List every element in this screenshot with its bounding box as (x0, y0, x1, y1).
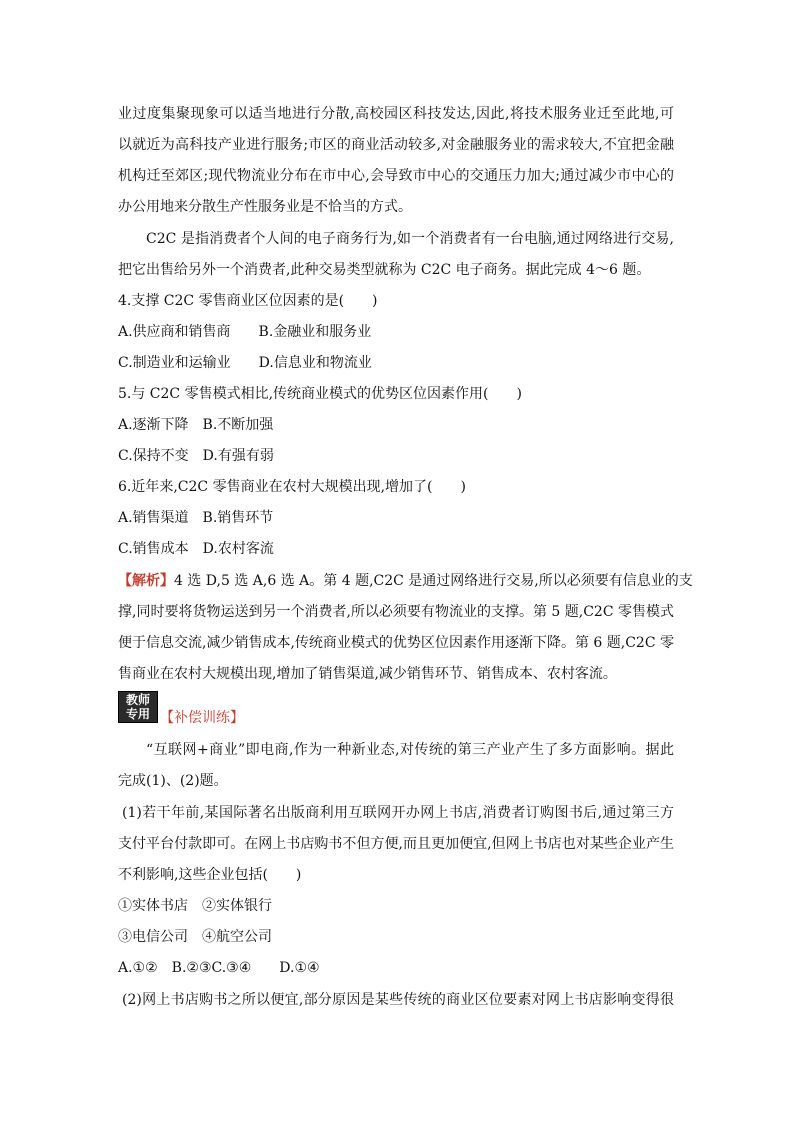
question-4-stem: 4.支撑 C2C 零售商业区位因素的是( ) (118, 293, 378, 309)
intro-line: 把它出售给另外一个消费者,此种交易类型就称为 C2C 电子商务。据此完成 4～6 题。 (118, 262, 651, 278)
question-6-options-ab: A.销售渠道 B.销售环节 (118, 510, 274, 526)
teacher-only-badge (118, 691, 158, 723)
supplement-q1-line: 不利影响,这些企业包括( ) (118, 867, 302, 883)
supplement-intro-line: “互联网+商业”即电商,作为一种新业态,对传统的第三产业产生了多方面影响。据此 (146, 742, 674, 758)
supplement-q1-line: 支付平台付款即可。在网上书店购书不但方便,而且更加便宜,但网上书店也对某些企业产生 (118, 836, 674, 852)
analysis-text: 4 选 D,5 选 A,6 选 A。第 4 题,C2C 是通过网络进行交易,所以必须要有信息业的支 (174, 573, 693, 589)
paragraph-line: 办公用地来分散生产性服务业是不恰当的方式。 (118, 199, 412, 215)
paragraph-line: 以就近为高科技产业进行服务;市区的商业活动较多,对金融服务业的需求较大,不宜把金融 (118, 137, 674, 153)
supplement-q1-option: ①实体书店 ②实体银行 (118, 898, 272, 914)
supplement-q1-option: ③电信公司 ④航空公司 (118, 929, 272, 945)
supplement-intro-line: 完成(1)、(2)题。 (118, 773, 228, 789)
badge-line-1: 教师 (125, 693, 150, 707)
question-6-options-cd: C.销售成本 D.农村客流 (118, 541, 274, 557)
question-4-options-cd: C.制造业和运输业 D.信息业和物流业 (118, 355, 372, 371)
supplement-q1-choices: A.①② B.②③C.③④ D.①④ (118, 960, 320, 976)
question-5-options-ab: A.逐渐下降 B.不断加强 (118, 417, 274, 433)
question-5-stem: 5.与 C2C 零售模式相比,传统商业模式的优势区位因素作用( ) (118, 386, 522, 402)
analysis-line: 售商业在农村大规模出现,增加了销售渠道,减少销售环节、销售成本、农村客流。 (118, 666, 617, 682)
analysis-first-line (118, 571, 693, 591)
question-5-options-cd: C.保持不变 D.有强有弱 (118, 448, 274, 464)
analysis-tag: 【解析】 (118, 573, 174, 589)
analysis-line: 撑,同时要将货物运送到另一个消费者,所以必须要有物流业的支撑。第 5 题,C2C 零售模式 (118, 604, 674, 620)
intro-line: C2C 是指消费者个人间的电子商务行为,如一个消费者有一台电脑,通过网络进行交易, (146, 231, 674, 247)
question-4-options-ab: A.供应商和销售商 B.金融业和服务业 (118, 324, 372, 340)
supplement-q1-line: (1)若干年前,某国际著名出版商利用互联网开办网上书店,消费者订购图书后,通过第三方 (122, 805, 674, 821)
supplement-q2-line: (2)网上书店购书之所以便宜,部分原因是某些传统的商业区位要素对网上书店影响变得很 (122, 992, 674, 1008)
paragraph-line: 机构迁至郊区;现代物流业分布在市中心,会导致市中心的交通压力加大;通过减少市中心的 (118, 168, 674, 184)
analysis-line: 便于信息交流,减少销售成本,传统商业模式的优势区位因素作用逐渐下降。第 6 题,C2C 零 (118, 635, 674, 651)
paragraph-line: 业过度集聚现象可以适当地进行分散,高校园区科技发达,因此,将技术服务业迁至此地,可 (118, 106, 674, 122)
supplement-title: 【补偿训练】 (160, 710, 244, 726)
badge-line-2: 专用 (125, 707, 150, 721)
question-6-stem: 6.近年来,C2C 零售商业在农村大规模出现,增加了( ) (118, 479, 466, 495)
